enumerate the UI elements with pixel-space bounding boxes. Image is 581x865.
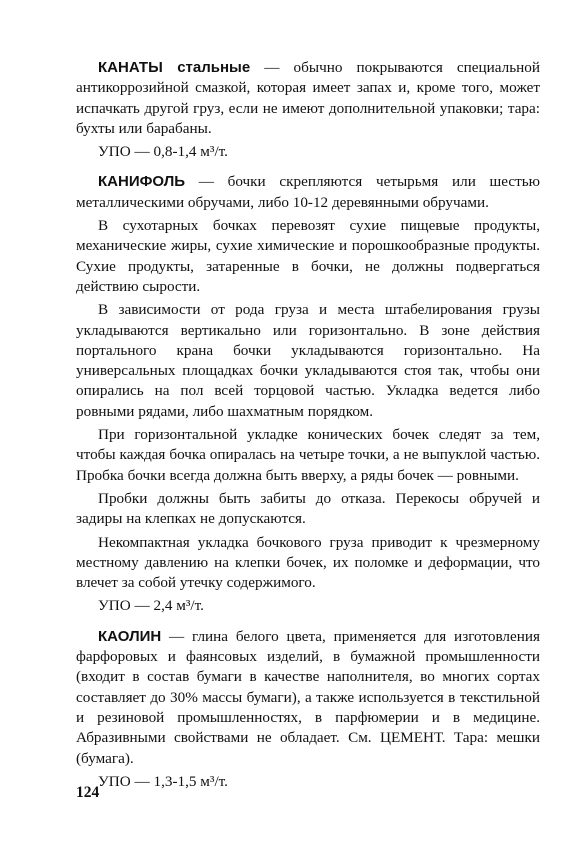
entry-term: КАНАТЫ стальные [98,59,251,76]
entry-kanifol [76,172,540,616]
entry-text: — бочки скрепляются четырьмя или шестью металлическими обручами, либо 10-12 деревянными обручами. [76,173,540,211]
entry-term: КАНИФОЛЬ [98,173,186,191]
paragraph: В сухотарных бочках перевозят сухие пищевые продукты, механические жиры, сухие химические и порошкообразные продукты. Сухие продукты, затаренные в бочки, не должны подвергаться действию сырости. [76,217,540,295]
page-number: 124 [76,784,100,801]
paragraph: Пробки должны быть забиты до отказа. Перекосы обручей и задиры на клепках не допускаются. [76,489,540,528]
entry-term: КАОЛИН [98,627,162,645]
paragraph: При горизонтальной укладке конических бочек следят за тем, чтобы каждая бочка опиралась на четыре точки, а не выпуклой частью. Пробка бочки всегда должна быть вверху, а ряды бочек — ровными. [76,426,540,484]
entry-text: — обычно покрываются специальной антикоррозийной смазкой, которая имеет запах и, кроме того, может испачкать другой груз, если не имеют дополнительной упаковки; тара: бухты или барабаны. [76,59,540,137]
entry-kanifol-definition [76,172,540,213]
entry-upo: УПО — 0,8-1,4 м³/т. [98,143,228,161]
entry-kanaty-definition [76,58,540,139]
entry-kaolin [76,627,540,792]
entry-upo: УПО — 2,4 м³/т. [98,597,204,615]
entry-upo: УПО — 1,3-1,5 м³/т. [98,772,228,790]
entry-text: — глина белого цвета, применяется для изготовления фарфоровых и фаянсовых изделий, в бумажной промышленности (входит в состав бумаги в качестве наполнителя, во многих сортах составляет до 30% массы бумаги), а также используется в текстильной и резиновой промышленностях, в парфюмерии и в медицине. Абразивными свойствами не обладает. См. ЦЕМЕНТ. Тара: мешки (бумага). [76,627,540,767]
paragraph: В зависимости от рода груза и места штабелирования грузы укладываются вертикально или горизонтально. В зоне действия портального крана бочки укладываются горизонтально. На универсальных площадках бочки укладываются стоя так, чтобы они опирались на пол всей торцовой частью. Укладка ведется либо ровными рядами, либо шахматным порядком. [76,301,540,420]
document-page [76,58,540,802]
entry-kanaty [76,58,540,162]
entry-kaolin-definition [76,627,540,769]
paragraph: Некомпактная укладка бочкового груза приводит к чрезмерному местному давлению на клепки бочек, их поломке и деформации, что влечет за собой утечку содержимого. [76,533,540,592]
